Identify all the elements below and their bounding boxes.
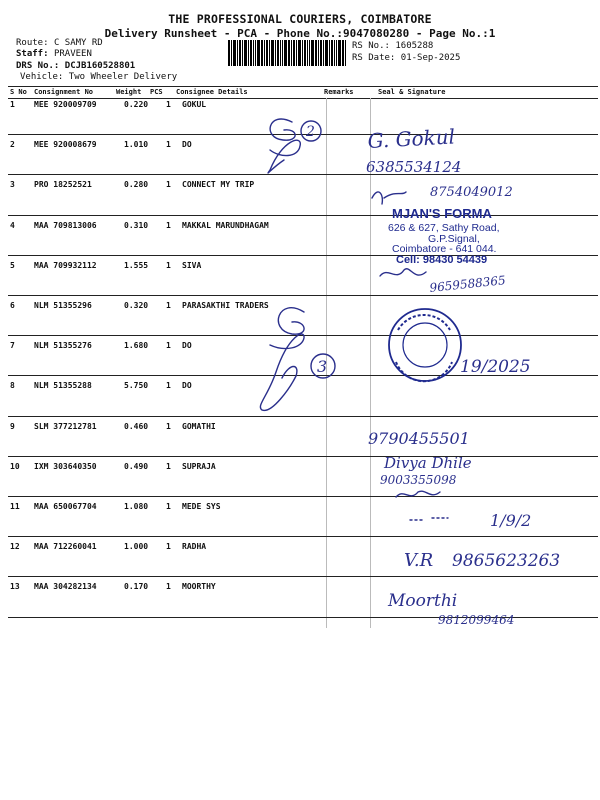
cell-pcs: 1 <box>166 260 171 270</box>
cell-sno: 2 <box>10 140 15 150</box>
cell-weight: 1.555 <box>124 260 149 270</box>
delivery-initials-1 <box>268 119 321 173</box>
cell-pcs: 1 <box>166 100 171 109</box>
company-stamp <box>388 206 500 266</box>
cell-consignment: MAA 712260041 <box>34 542 97 552</box>
stamp-line-2: 626 & 627, Sathy Road, <box>388 222 500 234</box>
cell-consignment: MAA 650067704 <box>34 502 97 511</box>
phone-9: 9790455501 <box>368 429 470 448</box>
cell-consignee: DO <box>182 341 192 351</box>
cell-weight: 5.750 <box>124 381 149 391</box>
cell-pcs: 1 <box>166 180 171 190</box>
mark-1: 2 <box>306 124 315 140</box>
cell-consignee: GOMATHI <box>182 421 216 431</box>
cell-consignment: MAA 304282134 <box>34 582 97 592</box>
sign-3 <box>372 192 406 204</box>
name-13: Moorthi <box>388 591 458 611</box>
cell-pcs: 1 <box>166 421 171 431</box>
cell-pcs: 1 <box>166 301 171 310</box>
rs-no-label: RS No.: <box>352 41 390 51</box>
cell-consignment: SLM 377212781 <box>34 421 97 431</box>
cell-consignee: PARASAKTHI TRADERS <box>182 301 269 310</box>
cell-weight: 1.080 <box>124 502 149 511</box>
cell-consignee: MOORTHY <box>182 582 216 592</box>
cell-sno: 7 <box>10 341 15 351</box>
cell-sno: 5 <box>10 260 15 270</box>
cell-weight: 0.310 <box>124 220 149 230</box>
cell-sno: 10 <box>10 461 20 471</box>
sign-5-scribble <box>380 269 426 276</box>
phone-10: 9003355098 <box>380 473 457 487</box>
sign-11-dash <box>410 518 448 520</box>
stamp-line-5: Cell: 98430 54439 <box>396 254 488 266</box>
cell-sno: 1 <box>10 100 15 109</box>
col-consignment: Consignment No <box>34 88 94 96</box>
cell-consignee: MEDE SYS <box>182 502 221 511</box>
cell-sno: 13 <box>10 582 20 592</box>
stamp-line-3: G.P.Signal, <box>428 233 480 245</box>
vehicle-label: Vehicle: <box>20 72 64 82</box>
cell-pcs: 1 <box>166 381 171 391</box>
cell-consignee: CONNECT MY TRIP <box>182 180 255 190</box>
cell-consignee: DO <box>182 140 192 150</box>
rs-date-value: 01-Sep-2025 <box>400 53 461 63</box>
stamp-line-1: MJAN'S FORMA <box>392 206 492 221</box>
date-11: 1/9/2 <box>490 511 532 530</box>
cell-pcs: 1 <box>166 220 171 230</box>
route-value: C SAMY RD <box>53 38 103 48</box>
phone-1: 6385534124 <box>366 158 462 176</box>
cell-sno: 11 <box>10 502 20 511</box>
stamp-line-4: Coimbatore - 641 044. <box>392 243 497 255</box>
cell-consignee: RADHA <box>182 542 207 552</box>
sign-5: 9659588365 <box>428 273 507 295</box>
cell-consignee: SIVA <box>182 260 202 270</box>
cell-weight: 0.320 <box>124 301 149 310</box>
col-seal: Seal & Signature <box>378 88 446 96</box>
drs-value: DCJB160528801 <box>64 61 136 71</box>
gokul-signature: G. Gokul <box>367 124 456 153</box>
cell-weight: 0.170 <box>124 582 149 592</box>
col-sno: S No <box>10 88 27 96</box>
col-remarks: Remarks <box>324 88 354 96</box>
cell-consignment: MAA 709932112 <box>34 260 97 270</box>
name-10: Divya Dhile <box>384 454 472 472</box>
cell-weight: 0.280 <box>124 180 149 190</box>
cell-weight: 0.460 <box>124 421 149 431</box>
cell-pcs: 1 <box>166 502 171 511</box>
cell-pcs: 1 <box>166 341 171 351</box>
cell-consignment: IXM 303640350 <box>34 461 97 471</box>
drs-label: DRS No.: <box>16 61 60 71</box>
cell-sno: 9 <box>10 421 15 431</box>
cell-weight: 1.680 <box>124 341 149 351</box>
staff-value: PRAVEEN <box>53 49 92 59</box>
date-8: 19/2025 <box>460 357 531 377</box>
cell-pcs: 1 <box>166 582 171 592</box>
delivery-initials-2 <box>260 308 335 411</box>
rs-no-value: 1605288 <box>395 41 434 51</box>
cell-sno: 4 <box>10 220 15 230</box>
cell-sno: 6 <box>10 301 15 310</box>
rs-date-label: RS Date: <box>352 53 396 63</box>
cell-weight: 1.000 <box>124 542 149 552</box>
phone-12: 9865623263 <box>452 551 561 571</box>
runsheet-subtitle: Delivery Runsheet - PCA - Phone No.:9047080280 - Page No.:1 <box>104 27 496 40</box>
round-seal <box>389 309 461 381</box>
cell-sno: 12 <box>10 542 20 552</box>
cell-consignment: MAA 709813006 <box>34 220 97 230</box>
col-weight: Weight <box>116 88 142 96</box>
vehicle-value: Two Wheeler Delivery <box>68 72 178 82</box>
cell-consignment: NLM 51355276 <box>34 341 92 351</box>
cell-consignment: NLM 51355288 <box>34 381 92 391</box>
col-consignee: Consignee Details <box>176 88 248 96</box>
cell-consignment: MEE 920009709 <box>34 100 97 109</box>
cell-consignment: PRO 18252521 <box>34 180 92 190</box>
cell-pcs: 1 <box>166 140 171 150</box>
staff-label: Staff: <box>16 49 49 59</box>
cell-pcs: 1 <box>166 542 171 552</box>
mark-2: 3 <box>317 357 328 376</box>
cell-consignee: DO <box>182 381 192 391</box>
cell-weight: 0.220 <box>124 100 149 109</box>
sign-10 <box>396 491 440 497</box>
route-label: Route: <box>16 38 49 48</box>
phone-13: 9812099464 <box>438 613 515 627</box>
cell-weight: 0.490 <box>124 461 149 471</box>
cell-weight: 1.010 <box>124 140 149 150</box>
cell-sno: 8 <box>10 381 15 391</box>
cell-sno: 3 <box>10 180 15 190</box>
cell-consignee: SUPRAJA <box>182 461 216 471</box>
cell-pcs: 1 <box>166 461 171 471</box>
cell-consignee: MAKKAL MARUNDHAGAM <box>182 220 269 230</box>
cell-consignment: MEE 920008679 <box>34 140 97 150</box>
cell-consignment: NLM 51355296 <box>34 301 92 310</box>
sign-12: V.R <box>404 550 434 571</box>
cell-consignee: GOKUL <box>182 100 207 109</box>
company-title: THE PROFESSIONAL COURIERS, COIMBATORE <box>168 12 432 26</box>
phone-3: 8754049012 <box>430 185 513 200</box>
col-pcs: PCS <box>150 88 163 96</box>
